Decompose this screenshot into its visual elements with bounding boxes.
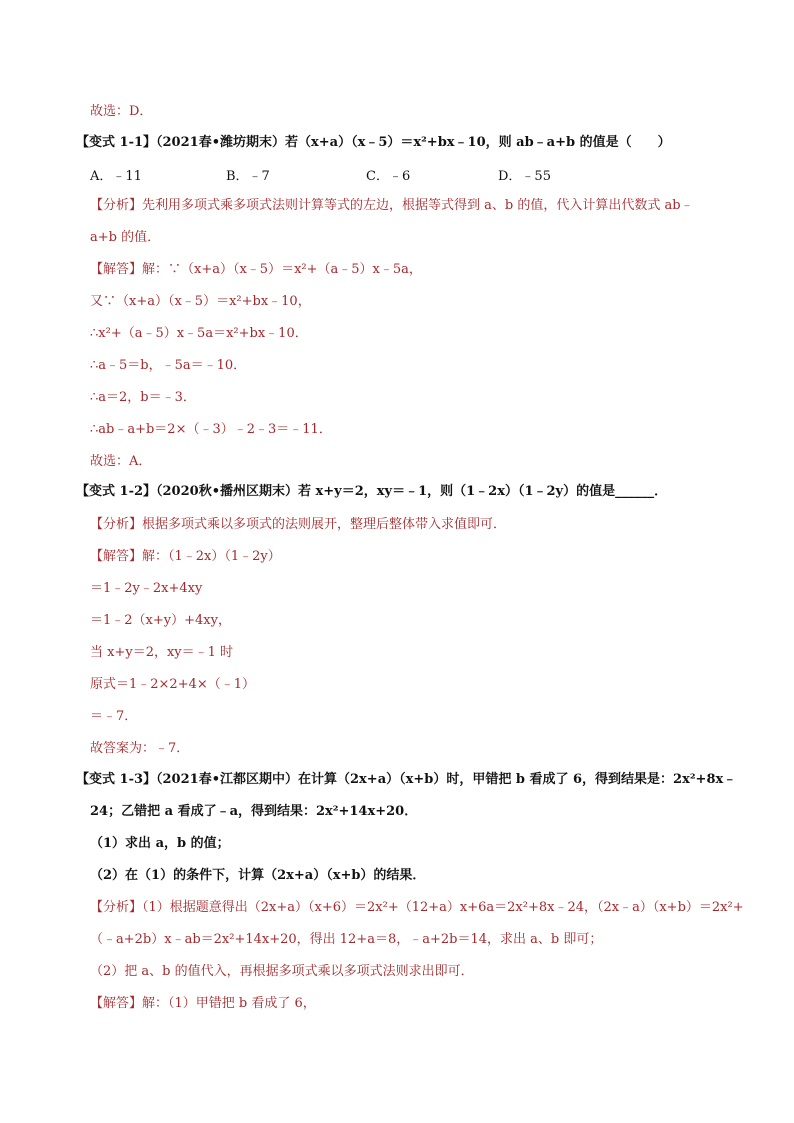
option-a: A．﹣11 — [90, 169, 142, 184]
analysis-line: （2）把 a、b 的值代入，再根据多项式乘以多项式法则求出即可． — [90, 964, 474, 979]
solution-line: ＝1﹣2y﹣2x+4xy — [90, 581, 203, 596]
analysis-line: 【分析】（1）根据题意得出（2x+a）（x+6）＝2x²+（12+a）x+6a＝2x²+8x﹣24，（2x﹣a）（x+b）＝2x²+ — [90, 900, 744, 915]
analysis-line: a+b 的值． — [90, 230, 161, 245]
solution-line: 【解答】解：（1）甲错把 b 看成了 6， — [90, 996, 316, 1011]
sub-question-2: （2）在（1）的条件下，计算（2x+a）（x+b）的结果． — [90, 868, 426, 883]
solution-line: 当 x+y＝2，xy＝﹣1 时 — [90, 645, 234, 660]
option-d: D．﹣55 — [498, 169, 551, 184]
solution-line: ∴ab﹣a+b＝2×（﹣3）﹣2﹣3＝﹣11． — [90, 422, 332, 437]
question-1-3: 【变式 1-3】（2021春•江都区期中）在计算（2x+a）（x+b）时，甲错把 b 看成了 6，得到结果是：2x²+8x﹣ — [76, 772, 737, 787]
solution-line: ∴x²+（a﹣5）x﹣5a＝x²+bx﹣10． — [90, 326, 308, 341]
solution-line: ＝﹣7． — [90, 709, 138, 724]
solution-line: 【解答】解：∵（x+a）（x﹣5）＝x²+（a﹣5）x﹣5a， — [90, 262, 422, 277]
question-1-2: 【变式 1-2】（2020秋•播州区期末）若 x+y＝2，xy＝﹣1，则（1﹣2x）（1﹣2y）的值是______． — [76, 484, 668, 499]
options-row — [90, 165, 690, 183]
solution-line: 又∵（x+a）（x﹣5）＝x²+bx﹣10， — [90, 294, 311, 309]
solution-line: ∴a﹣5＝b，﹣5a＝﹣10． — [90, 358, 247, 373]
question-1-1: 【变式 1-1】（2021春•潍坊期末）若（x+a）（x﹣5）＝x²+bx﹣10，则 ab﹣a+b 的值是（ ） — [76, 135, 671, 150]
solution-line: ＝1﹣2（x+y）+4xy， — [90, 613, 231, 628]
solution-line: 【解答】解：（1﹣2x）（1﹣2y） — [90, 549, 281, 564]
question-1-3-cont: 24；乙错把 a 看成了﹣a，得到结果：2x²+14x+20． — [90, 804, 418, 819]
solution-line: 原式＝1﹣2×2+4×（﹣1） — [90, 677, 256, 692]
analysis-line: 【分析】先利用多项式乘多项式法则计算等式的左边，根据等式得到 a、b 的值，代入计算出代数式 ab﹣ — [90, 198, 694, 213]
option-c: C．﹣6 — [366, 169, 411, 184]
option-b: B．﹣7 — [226, 169, 270, 184]
sub-question-1: （1）求出 a，b 的值； — [90, 836, 230, 851]
answer-choice-line: 故选：D． — [90, 104, 153, 119]
solution-line: ∴a＝2，b＝﹣3． — [90, 390, 196, 405]
answer-choice-line: 故选：A． — [90, 454, 152, 469]
analysis-line: （﹣a+2b）x﹣ab＝2x²+14x+20，得出 12+a＝8，﹣a+2b＝14，求出 a、b 即可； — [90, 932, 603, 947]
answer-line: 故答案为：﹣7． — [90, 741, 190, 756]
analysis-line: 【分析】根据多项式乘以多项式的法则展开，整理后整体带入求值即可． — [90, 517, 507, 532]
